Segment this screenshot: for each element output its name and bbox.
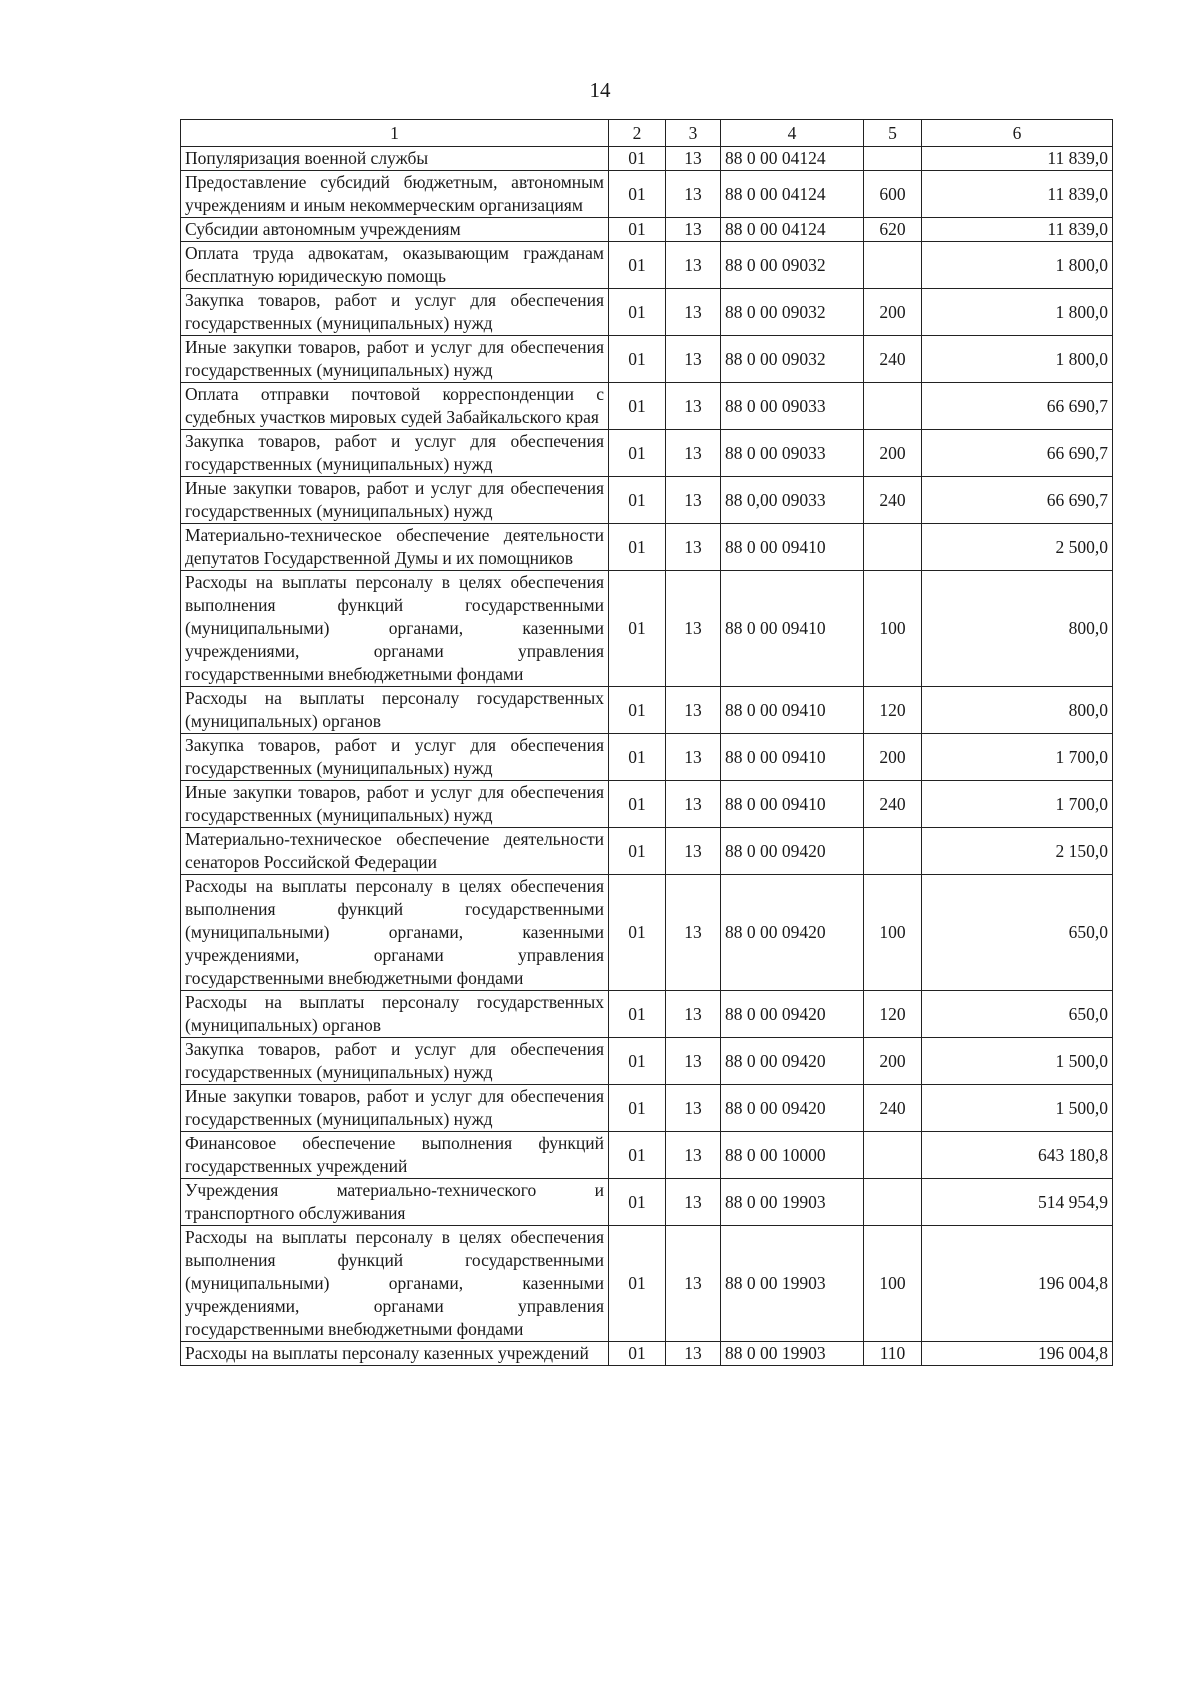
row-section-cell: 01 <box>609 218 666 242</box>
table-row <box>181 218 1113 242</box>
row-expense-type-cell: 240 <box>864 781 922 828</box>
table-row <box>181 171 1113 218</box>
row-subsection-cell: 13 <box>666 571 721 687</box>
row-target-article-cell: 88 0,00 09033 <box>721 477 864 524</box>
row-expense-type-cell <box>864 1132 922 1179</box>
row-name-cell: Расходы на выплаты персоналу государственных (муниципальных) органов <box>181 991 609 1038</box>
row-amount-cell: 196 004,8 <box>922 1342 1113 1366</box>
row-expense-type-cell: 240 <box>864 1085 922 1132</box>
column-header: 4 <box>721 120 864 147</box>
row-subsection-cell: 13 <box>666 171 721 218</box>
row-expense-type-cell <box>864 147 922 171</box>
table-row <box>181 781 1113 828</box>
row-expense-type-cell <box>864 1179 922 1226</box>
row-subsection-cell: 13 <box>666 336 721 383</box>
row-target-article-cell: 88 0 00 09033 <box>721 383 864 430</box>
row-target-article-cell: 88 0 00 09420 <box>721 1038 864 1085</box>
table-row <box>181 828 1113 875</box>
row-section-cell: 01 <box>609 875 666 991</box>
row-expense-type-cell <box>864 383 922 430</box>
row-section-cell: 01 <box>609 571 666 687</box>
row-name-cell: Предоставление субсидий бюджетным, автономным учреждениям и иным некоммерческим организациям <box>181 171 609 218</box>
row-section-cell: 01 <box>609 1085 666 1132</box>
row-amount-cell: 2 500,0 <box>922 524 1113 571</box>
row-name-cell: Закупка товаров, работ и услуг для обеспечения государственных (муниципальных) нужд <box>181 1038 609 1085</box>
table-row <box>181 734 1113 781</box>
row-section-cell: 01 <box>609 1226 666 1342</box>
table-row <box>181 477 1113 524</box>
table-row <box>181 336 1113 383</box>
row-amount-cell: 800,0 <box>922 571 1113 687</box>
row-subsection-cell: 13 <box>666 991 721 1038</box>
row-amount-cell: 1 800,0 <box>922 242 1113 289</box>
row-subsection-cell: 13 <box>666 383 721 430</box>
table-row <box>181 1085 1113 1132</box>
row-amount-cell: 1 800,0 <box>922 289 1113 336</box>
row-expense-type-cell: 240 <box>864 477 922 524</box>
page-number: 14 <box>589 78 611 102</box>
row-amount-cell: 1 500,0 <box>922 1038 1113 1085</box>
row-amount-cell: 1 700,0 <box>922 734 1113 781</box>
row-name-cell: Оплата труда адвокатам, оказывающим гражданам бесплатную юридическую помощь <box>181 242 609 289</box>
row-name-cell: Закупка товаров, работ и услуг для обеспечения государственных (муниципальных) нужд <box>181 289 609 336</box>
row-expense-type-cell: 120 <box>864 687 922 734</box>
row-section-cell: 01 <box>609 171 666 218</box>
row-amount-cell: 650,0 <box>922 875 1113 991</box>
row-amount-cell: 11 839,0 <box>922 147 1113 171</box>
budget-table <box>180 119 1113 1366</box>
row-subsection-cell: 13 <box>666 242 721 289</box>
column-header: 3 <box>666 120 721 147</box>
row-subsection-cell: 13 <box>666 524 721 571</box>
table-row <box>181 1342 1113 1366</box>
row-expense-type-cell: 100 <box>864 1226 922 1342</box>
row-section-cell: 01 <box>609 383 666 430</box>
row-target-article-cell: 88 0 00 04124 <box>721 171 864 218</box>
row-amount-cell: 11 839,0 <box>922 171 1113 218</box>
table-row <box>181 242 1113 289</box>
row-subsection-cell: 13 <box>666 687 721 734</box>
row-target-article-cell: 88 0 00 09420 <box>721 1085 864 1132</box>
row-section-cell: 01 <box>609 289 666 336</box>
row-target-article-cell: 88 0 00 09410 <box>721 734 864 781</box>
table-row <box>181 571 1113 687</box>
row-name-cell: Иные закупки товаров, работ и услуг для обеспечения государственных (муниципальных) нужд <box>181 781 609 828</box>
row-amount-cell: 1 700,0 <box>922 781 1113 828</box>
table-row <box>181 1226 1113 1342</box>
table-header-row <box>181 120 1113 147</box>
row-subsection-cell: 13 <box>666 1342 721 1366</box>
row-name-cell: Иные закупки товаров, работ и услуг для обеспечения государственных (муниципальных) нужд <box>181 336 609 383</box>
row-subsection-cell: 13 <box>666 477 721 524</box>
row-name-cell: Расходы на выплаты персоналу казенных учреждений <box>181 1342 609 1366</box>
row-target-article-cell: 88 0 00 10000 <box>721 1132 864 1179</box>
row-target-article-cell: 88 0 00 09032 <box>721 289 864 336</box>
row-target-article-cell: 88 0 00 19903 <box>721 1226 864 1342</box>
table-row <box>181 147 1113 171</box>
row-name-cell: Расходы на выплаты персоналу в целях обеспечения выполнения функций государственными (муниципальными) органами, казенными учреждениями, органами управления государственными внебюджетными фондами <box>181 571 609 687</box>
row-expense-type-cell: 120 <box>864 991 922 1038</box>
row-target-article-cell: 88 0 00 09410 <box>721 571 864 687</box>
row-section-cell: 01 <box>609 430 666 477</box>
row-section-cell: 01 <box>609 1179 666 1226</box>
row-expense-type-cell <box>864 828 922 875</box>
table-row <box>181 289 1113 336</box>
table-row <box>181 383 1113 430</box>
row-name-cell: Расходы на выплаты персоналу государственных (муниципальных) органов <box>181 687 609 734</box>
row-subsection-cell: 13 <box>666 1226 721 1342</box>
row-amount-cell: 2 150,0 <box>922 828 1113 875</box>
row-target-article-cell: 88 0 00 09420 <box>721 875 864 991</box>
row-amount-cell: 1 800,0 <box>922 336 1113 383</box>
row-target-article-cell: 88 0 00 09420 <box>721 828 864 875</box>
row-name-cell: Оплата отправки почтовой корреспонденции с судебных участков мировых судей Забайкальского края <box>181 383 609 430</box>
row-target-article-cell: 88 0 00 09032 <box>721 242 864 289</box>
row-section-cell: 01 <box>609 524 666 571</box>
row-amount-cell: 1 500,0 <box>922 1085 1113 1132</box>
row-expense-type-cell <box>864 524 922 571</box>
column-header: 2 <box>609 120 666 147</box>
row-section-cell: 01 <box>609 336 666 383</box>
row-amount-cell: 196 004,8 <box>922 1226 1113 1342</box>
table-row <box>181 524 1113 571</box>
row-amount-cell: 650,0 <box>922 991 1113 1038</box>
row-target-article-cell: 88 0 00 09420 <box>721 991 864 1038</box>
row-name-cell: Материально-техническое обеспечение деятельности сенаторов Российской Федерации <box>181 828 609 875</box>
table-row <box>181 1132 1113 1179</box>
row-target-article-cell: 88 0 00 19903 <box>721 1342 864 1366</box>
row-name-cell: Закупка товаров, работ и услуг для обеспечения государственных (муниципальных) нужд <box>181 734 609 781</box>
row-name-cell: Учреждения материально-технического и транспортного обслуживания <box>181 1179 609 1226</box>
row-section-cell: 01 <box>609 828 666 875</box>
row-name-cell: Иные закупки товаров, работ и услуг для обеспечения государственных (муниципальных) нужд <box>181 477 609 524</box>
row-expense-type-cell: 240 <box>864 336 922 383</box>
row-target-article-cell: 88 0 00 19903 <box>721 1179 864 1226</box>
row-section-cell: 01 <box>609 147 666 171</box>
row-subsection-cell: 13 <box>666 1132 721 1179</box>
row-target-article-cell: 88 0 00 09033 <box>721 430 864 477</box>
row-name-cell: Популяризация военной службы <box>181 147 609 171</box>
row-name-cell: Иные закупки товаров, работ и услуг для обеспечения государственных (муниципальных) нужд <box>181 1085 609 1132</box>
row-section-cell: 01 <box>609 1038 666 1085</box>
row-subsection-cell: 13 <box>666 1038 721 1085</box>
row-amount-cell: 11 839,0 <box>922 218 1113 242</box>
row-subsection-cell: 13 <box>666 147 721 171</box>
row-amount-cell: 800,0 <box>922 687 1113 734</box>
row-expense-type-cell: 600 <box>864 171 922 218</box>
column-header: 1 <box>181 120 609 147</box>
row-amount-cell: 66 690,7 <box>922 383 1113 430</box>
row-target-article-cell: 88 0 00 04124 <box>721 218 864 242</box>
table-row <box>181 430 1113 477</box>
row-amount-cell: 66 690,7 <box>922 430 1113 477</box>
row-expense-type-cell: 620 <box>864 218 922 242</box>
row-name-cell: Финансовое обеспечение выполнения функций государственных учреждений <box>181 1132 609 1179</box>
row-expense-type-cell: 200 <box>864 1038 922 1085</box>
row-section-cell: 01 <box>609 1132 666 1179</box>
row-expense-type-cell: 100 <box>864 875 922 991</box>
row-target-article-cell: 88 0 00 09410 <box>721 524 864 571</box>
row-amount-cell: 643 180,8 <box>922 1132 1113 1179</box>
row-name-cell: Материально-техническое обеспечение деятельности депутатов Государственной Думы и их помощников <box>181 524 609 571</box>
row-expense-type-cell <box>864 242 922 289</box>
row-section-cell: 01 <box>609 734 666 781</box>
row-section-cell: 01 <box>609 242 666 289</box>
row-subsection-cell: 13 <box>666 430 721 477</box>
row-name-cell: Закупка товаров, работ и услуг для обеспечения государственных (муниципальных) нужд <box>181 430 609 477</box>
table-row <box>181 991 1113 1038</box>
row-subsection-cell: 13 <box>666 1179 721 1226</box>
row-subsection-cell: 13 <box>666 875 721 991</box>
row-expense-type-cell: 200 <box>864 734 922 781</box>
row-subsection-cell: 13 <box>666 734 721 781</box>
row-subsection-cell: 13 <box>666 1085 721 1132</box>
row-subsection-cell: 13 <box>666 218 721 242</box>
row-name-cell: Расходы на выплаты персоналу в целях обеспечения выполнения функций государственными (муниципальными) органами, казенными учреждениями, органами управления государственными внебюджетными фондами <box>181 875 609 991</box>
column-header: 5 <box>864 120 922 147</box>
column-header: 6 <box>922 120 1113 147</box>
row-name-cell: Субсидии автономным учреждениям <box>181 218 609 242</box>
row-section-cell: 01 <box>609 687 666 734</box>
row-section-cell: 01 <box>609 991 666 1038</box>
row-expense-type-cell: 100 <box>864 571 922 687</box>
row-target-article-cell: 88 0 00 04124 <box>721 147 864 171</box>
table-row <box>181 687 1113 734</box>
row-target-article-cell: 88 0 00 09410 <box>721 781 864 828</box>
row-section-cell: 01 <box>609 781 666 828</box>
row-subsection-cell: 13 <box>666 289 721 336</box>
row-subsection-cell: 13 <box>666 781 721 828</box>
row-amount-cell: 514 954,9 <box>922 1179 1113 1226</box>
row-section-cell: 01 <box>609 477 666 524</box>
row-expense-type-cell: 200 <box>864 430 922 477</box>
row-amount-cell: 66 690,7 <box>922 477 1113 524</box>
row-expense-type-cell: 200 <box>864 289 922 336</box>
table-row <box>181 1038 1113 1085</box>
row-expense-type-cell: 110 <box>864 1342 922 1366</box>
table-row <box>181 1179 1113 1226</box>
row-section-cell: 01 <box>609 1342 666 1366</box>
row-target-article-cell: 88 0 00 09410 <box>721 687 864 734</box>
row-name-cell: Расходы на выплаты персоналу в целях обеспечения выполнения функций государственными (муниципальными) органами, казенными учреждениями, органами управления государственными внебюджетными фондами <box>181 1226 609 1342</box>
row-subsection-cell: 13 <box>666 828 721 875</box>
table-row <box>181 875 1113 991</box>
row-target-article-cell: 88 0 00 09032 <box>721 336 864 383</box>
